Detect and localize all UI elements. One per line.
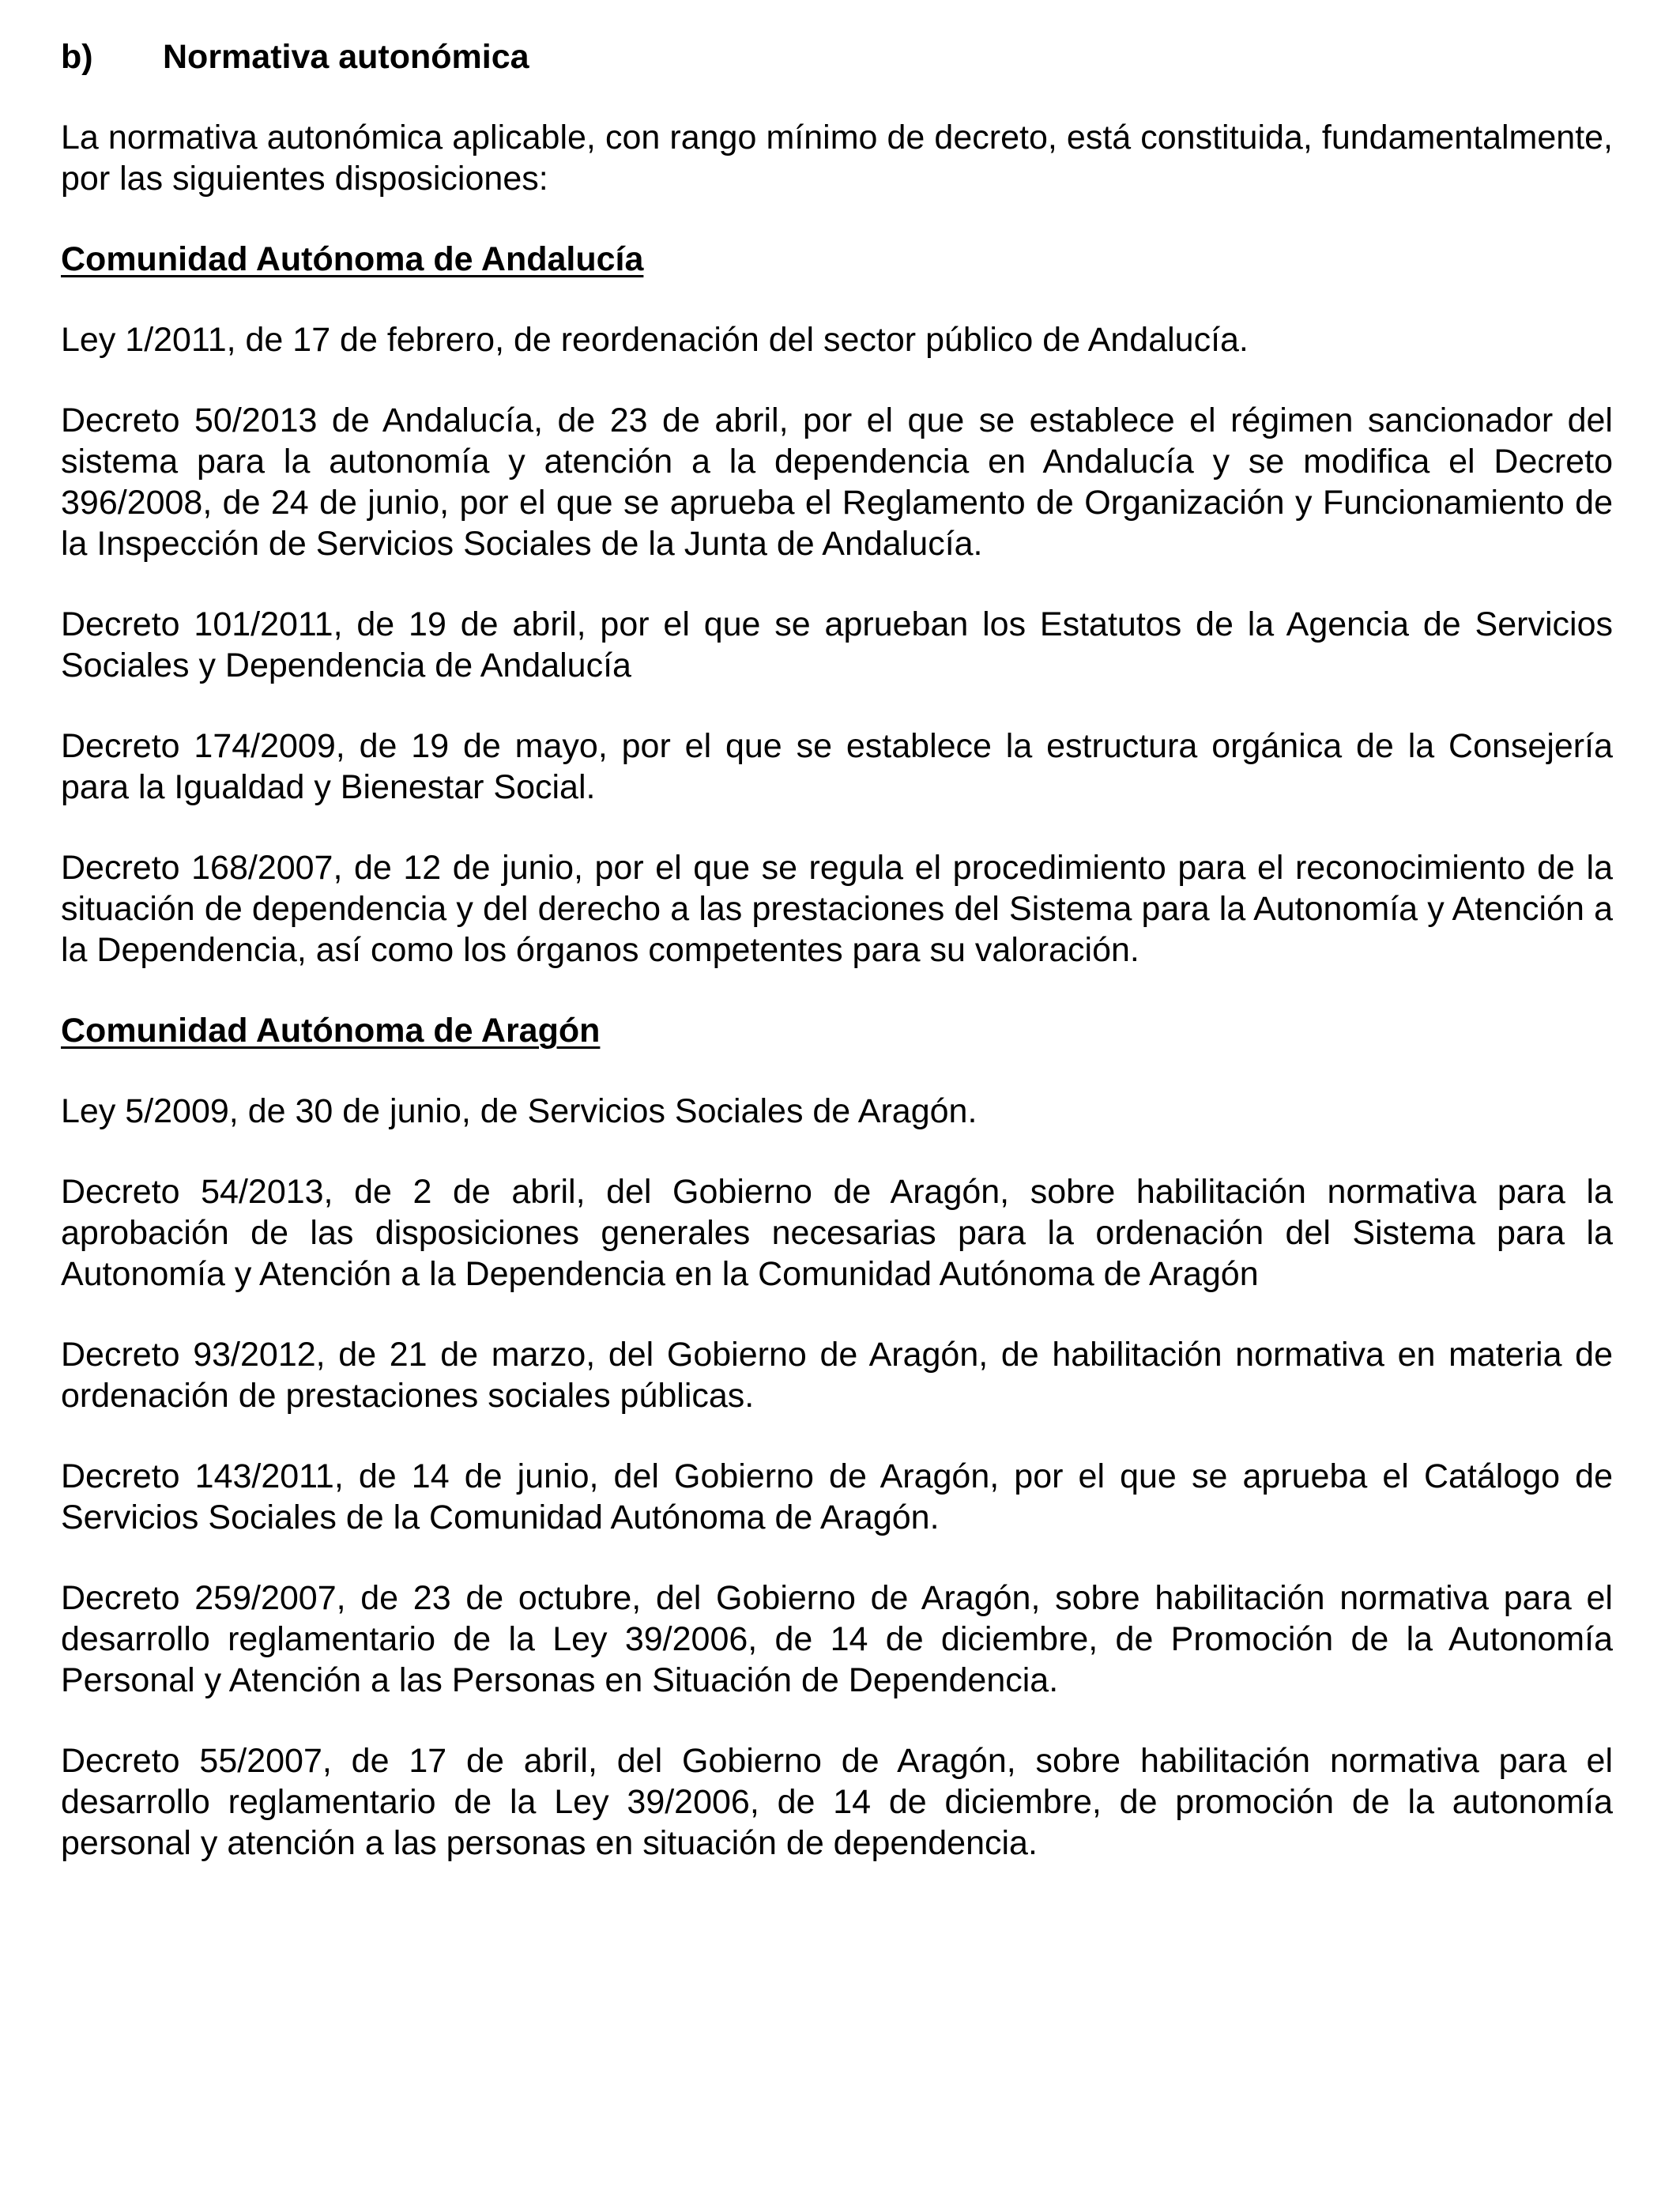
section-andalucia: [61, 239, 1613, 971]
law-item: Ley 1/2011, de 17 de febrero, de reordenación del sector público de Andalucía.: [61, 321, 1249, 359]
law-item: Decreto 143/2011, de 14 de junio, del Gobierno de Aragón, por el que se aprueba el Catálogo de Servicios Sociales de la Comunidad Autónoma de Aragón.: [61, 1457, 1613, 1536]
intro-paragraph: La normativa autonómica aplicable, con rango mínimo de decreto, está constituida, fundamentalmente, por las siguientes disposiciones:: [61, 119, 1613, 198]
section-heading: [61, 36, 1613, 77]
document-page: [61, 36, 1613, 1903]
law-item: Decreto 174/2009, de 19 de mayo, por el que se establece la estructura orgánica de la Consejería para la Igualdad y Bienestar Social.: [61, 727, 1613, 806]
law-item: Decreto 93/2012, de 21 de marzo, del Gobierno de Aragón, de habilitación normativa en materia de ordenación de prestaciones sociales públicas.: [61, 1336, 1613, 1415]
section-aragon: [61, 1010, 1613, 1864]
section-title-aragon: Comunidad Autónoma de Aragón: [61, 1012, 601, 1050]
section-marker: b): [61, 38, 93, 76]
law-item: Decreto 55/2007, de 17 de abril, del Gobierno de Aragón, sobre habilitación normativa para el desarrollo reglamentario de la Ley 39/2006, de 14 de diciembre, de promoción de la autonomía personal y atención a las personas en situación de dependencia.: [61, 1742, 1613, 1862]
law-item: Decreto 259/2007, de 23 de octubre, del Gobierno de Aragón, sobre habilitación normativa para el desarrollo reglamentario de la Ley 39/2006, de 14 de diciembre, de Promoción de la Autonomía Personal y Atención a las Personas en Situación de Dependencia.: [61, 1579, 1613, 1699]
section-heading-title: Normativa autonómica: [163, 38, 529, 76]
law-item: Decreto 54/2013, de 2 de abril, del Gobierno de Aragón, sobre habilitación normativa para la aprobación de las disposiciones generales necesarias para la ordenación del Sistema para la Autonomía y Atención a la Dependencia en la Comunidad Autónoma de Aragón: [61, 1173, 1613, 1293]
law-item: Decreto 101/2011, de 19 de abril, por el que se aprueban los Estatutos de la Agencia de Servicios Sociales y Dependencia de Andalucía: [61, 605, 1613, 684]
law-item: Decreto 50/2013 de Andalucía, de 23 de abril, por el que se establece el régimen sancionador del sistema para la autonomía y atención a la dependencia en Andalucía y se modifica el Decreto 396/2008, de 24 de junio, por el que se aprueba el Reglamento de Organización y Funcionamiento de la Inspección de Servicios Sociales de la Junta de Andalucía.: [61, 401, 1613, 563]
law-item: Ley 5/2009, de 30 de junio, de Servicios Sociales de Aragón.: [61, 1092, 977, 1130]
law-item: Decreto 168/2007, de 12 de junio, por el que se regula el procedimiento para el reconocimiento de la situación de dependencia y del derecho a las prestaciones del Sistema para la Autonomía y Atención a la Dependencia, así como los órganos competentes para su valoración.: [61, 849, 1613, 969]
section-title-andalucia: Comunidad Autónoma de Andalucía: [61, 240, 644, 278]
